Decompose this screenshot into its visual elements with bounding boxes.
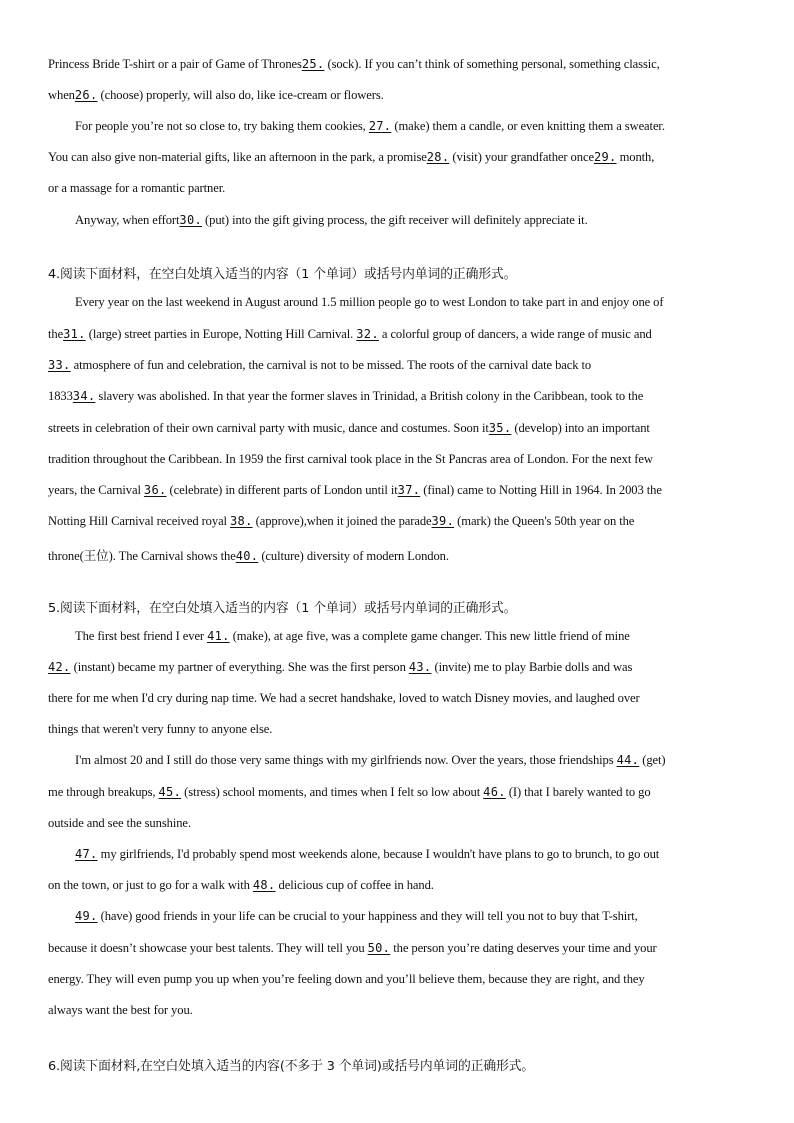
text-line: 183334. slavery was abolished. In that year the former slaves in Trinidad, a British colony in the Caribbean, took to the xyxy=(48,389,644,403)
blank-31[interactable]: 31. xyxy=(63,327,86,341)
blank-34[interactable]: 34. xyxy=(72,389,96,403)
section-6-heading: 6.阅读下面材料,在空白处填入适当的内容(不多于 3 个单词)或括号内单词的正确形式。 xyxy=(48,1059,535,1074)
text-line: the31. (large) street parties in Europe, Notting Hill Carnival. 32. a colorful group of dancers, a wide range of music and xyxy=(48,327,652,341)
text-line: I'm almost 20 and I still do those very same things with my girlfriends now. Over the years, those friendships 44. (get) xyxy=(75,753,666,767)
blank-36[interactable]: 36. xyxy=(143,483,167,497)
text-line: me through breakups, 45. (stress) school moments, and times when I felt so low about 46. (I) that I barely wanted to go xyxy=(48,785,651,799)
text-line: outside and see the sunshine. xyxy=(48,816,191,830)
section-5-heading: 5.阅读下面材料，在空白处填入适当的内容（1 个单词）或括号内单词的正确形式。 xyxy=(48,601,517,616)
blank-30[interactable]: 30. xyxy=(179,213,202,227)
blank-50[interactable]: 50. xyxy=(367,941,391,955)
section-4-heading: 4.阅读下面材料，在空白处填入适当的内容（1 个单词）或括号内单词的正确形式。 xyxy=(48,267,517,282)
text-line: 42. (instant) became my partner of everything. She was the first person 43. (invite) me to play Barbie dolls and was xyxy=(48,660,633,674)
blank-42[interactable]: 42. xyxy=(48,660,71,674)
blank-39[interactable]: 39. xyxy=(431,514,455,528)
text-line: always want the best for you. xyxy=(48,1003,193,1017)
blank-35[interactable]: 35. xyxy=(488,421,512,435)
text-line: Every year on the last weekend in August around 1.5 million people go to west London to take part in and enjoy one of xyxy=(75,295,664,309)
text-line: there for me when I'd cry during nap time. We had a secret handshake, loved to watch Disney movies, and laughed over xyxy=(48,691,640,705)
text-line: because it doesn’t showcase your best talents. They will tell you 50. the person you’re dating deserves your time and your xyxy=(48,941,657,955)
blank-48[interactable]: 48. xyxy=(252,878,276,892)
blank-43[interactable]: 43. xyxy=(408,660,432,674)
blank-46[interactable]: 46. xyxy=(483,785,506,799)
blank-28[interactable]: 28. xyxy=(426,150,450,164)
blank-38[interactable]: 38. xyxy=(230,514,253,528)
text-line: 49. (have) good friends in your life can be crucial to your happiness and they will tell you not to buy that T-shirt, xyxy=(75,909,638,923)
text-line: The first best friend I ever 41. (make), at age five, was a complete game changer. This new little friend of mine xyxy=(75,629,630,643)
text-line: 33. atmosphere of fun and celebration, the carnival is not to be missed. The roots of the carnival date back to xyxy=(48,358,592,372)
text-line: on the town, or just to go for a walk with 48. delicious cup of coffee in hand. xyxy=(48,878,434,892)
text-line: You can also give non-material gifts, like an afternoon in the park, a promise28. (visit) your grandfather once29. month, xyxy=(48,150,655,164)
blank-47[interactable]: 47. xyxy=(75,847,98,861)
text-line: Notting Hill Carnival received royal 38. (approve),when it joined the parade39. (mark) the Queen's 50th year on the xyxy=(48,514,635,528)
blank-40[interactable]: 40. xyxy=(235,549,259,563)
text-line: tradition throughout the Caribbean. In 1959 the first carnival took place in the St Pancras area of London. For the next few xyxy=(48,452,653,466)
blank-41[interactable]: 41. xyxy=(207,629,230,643)
text-line: Anyway, when effort30. (put) into the gift giving process, the gift receiver will definitely appreciate it. xyxy=(75,213,588,227)
blank-32[interactable]: 32. xyxy=(356,327,379,341)
blank-29[interactable]: 29. xyxy=(593,150,617,164)
text-line: years, the Carnival 36. (celebrate) in different parts of London until it37. (final) came to Notting Hill in 1964. In 2003 the xyxy=(48,483,662,497)
text-line: For people you’re not so close to, try baking them cookies, 27. (make) them a candle, or even knitting them a sweater. xyxy=(75,119,665,133)
text-line: streets in celebration of their own carnival party with music, dance and costumes. Soon it35. (develop) into an important xyxy=(48,421,650,435)
text-line: things that weren't very funny to anyone else. xyxy=(48,722,273,736)
text-line: throne(王位). The Carnival shows the40. (culture) diversity of modern London. xyxy=(48,549,449,563)
blank-49[interactable]: 49. xyxy=(75,909,98,923)
text-line: Princess Bride T-shirt or a pair of Game of Thrones25. (sock). If you can’t think of something personal, something classic, xyxy=(48,57,660,71)
blank-44[interactable]: 44. xyxy=(616,753,640,767)
blank-25[interactable]: 25. xyxy=(301,57,325,71)
text-line: or a massage for a romantic partner. xyxy=(48,181,226,195)
text-line: 47. my girlfriends, I'd probably spend most weekends alone, because I wouldn't have plans to go to brunch, to go out xyxy=(75,847,660,861)
text-line: when26. (choose) properly, will also do, like ice-cream or flowers. xyxy=(48,88,384,102)
blank-37[interactable]: 37. xyxy=(397,483,421,497)
blank-45[interactable]: 45. xyxy=(158,785,182,799)
blank-26[interactable]: 26. xyxy=(74,88,98,102)
text-line: energy. They will even pump you up when you’re feeling down and you’ll believe them, because they are right, and they xyxy=(48,972,645,986)
blank-27[interactable]: 27. xyxy=(368,119,392,133)
blank-33[interactable]: 33. xyxy=(48,358,71,372)
